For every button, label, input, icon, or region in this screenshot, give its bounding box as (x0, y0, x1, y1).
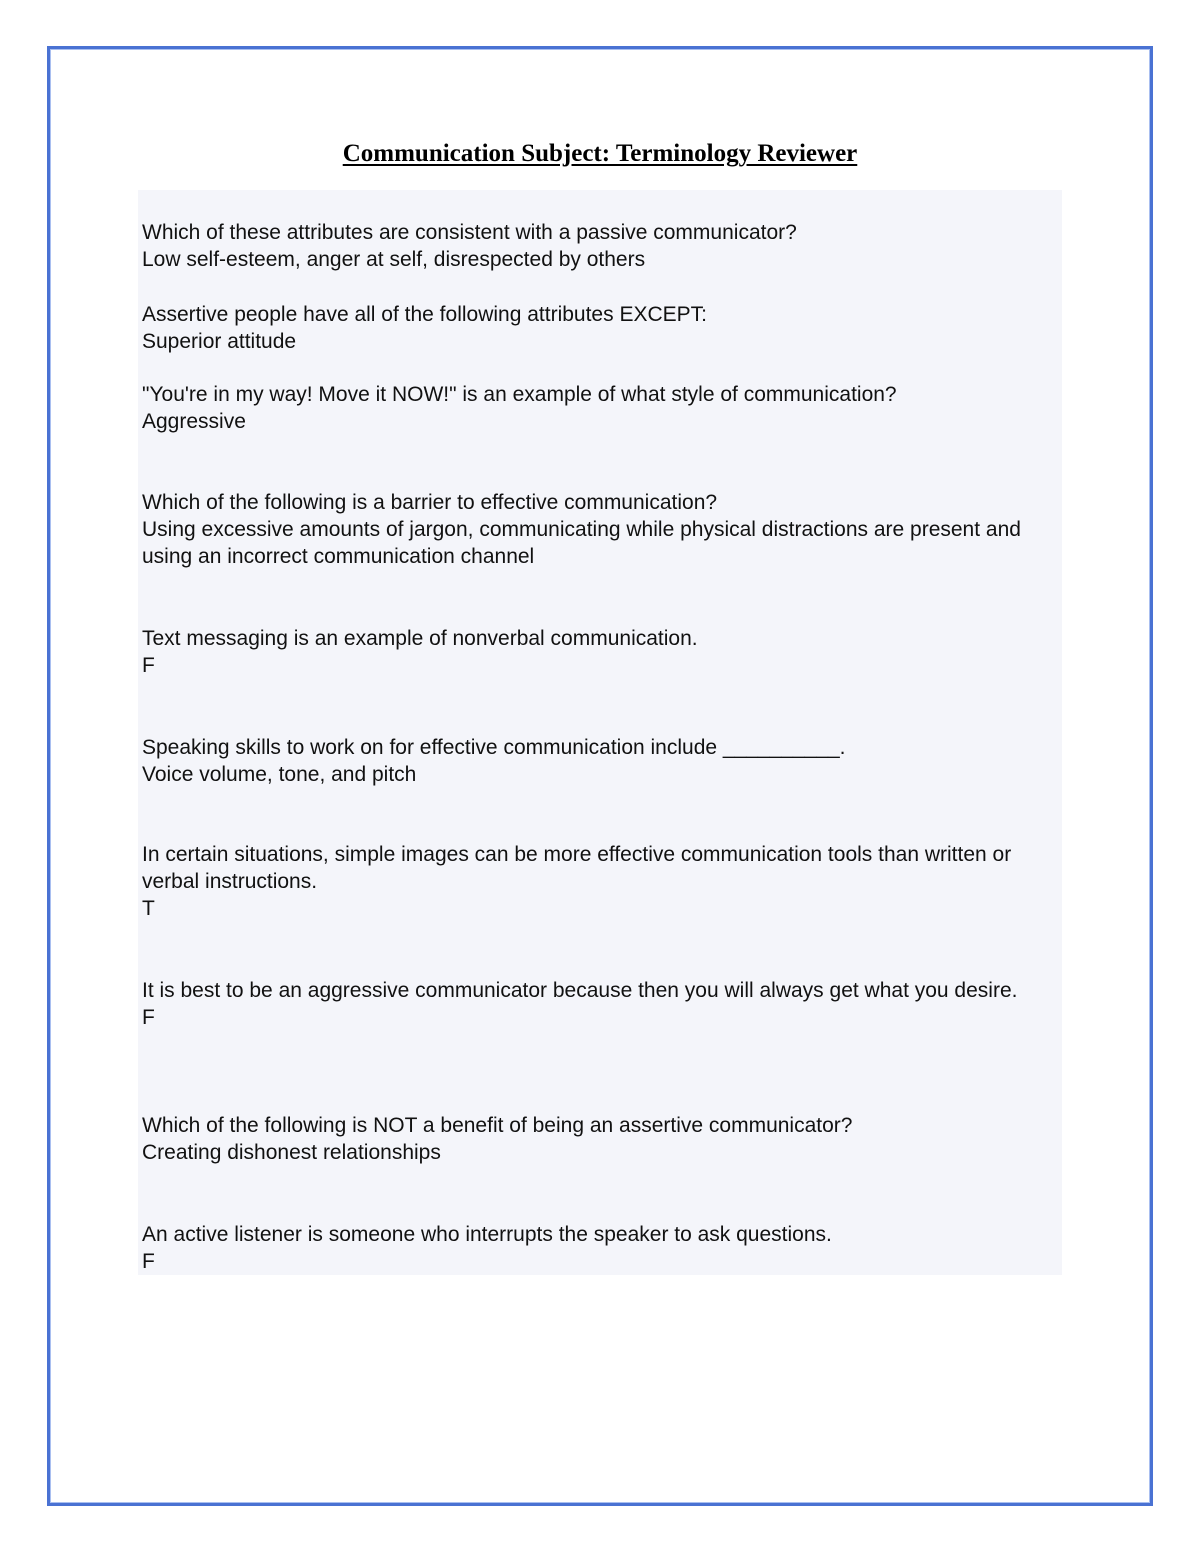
qa-item (142, 489, 1052, 570)
qa-item (142, 734, 1052, 788)
answer-text: Using excessive amounts of jargon, communicating while physical distractions are present and using an incorrect communication channel (142, 518, 1021, 568)
question-text: In certain situations, simple images can be more effective communication tools than written or verbal instructions. (142, 843, 1012, 893)
question-text: It is best to be an aggressive communicator because then you will always get what you desire. (142, 979, 1018, 1002)
qa-item (142, 1112, 1052, 1166)
question-text: An active listener is someone who interrupts the speaker to ask questions. (142, 1223, 832, 1246)
question-text: Text messaging is an example of nonverbal communication. (142, 627, 698, 650)
qa-item (142, 1221, 1052, 1275)
answer-text: Voice volume, tone, and pitch (142, 763, 417, 786)
answer-text: T (142, 897, 155, 920)
question-text: Which of the following is NOT a benefit of being an assertive communicator? (142, 1114, 853, 1137)
answer-text: Low self-esteem, anger at self, disrespected by others (142, 248, 646, 271)
qa-item (142, 977, 1052, 1031)
answer-text: Aggressive (142, 410, 246, 433)
answer-text: F (142, 654, 155, 677)
answer-text: F (142, 1006, 155, 1029)
qa-item (142, 381, 1052, 435)
question-text: "You're in my way! Move it NOW!" is an example of what style of communication? (142, 383, 897, 406)
answer-text: F (142, 1250, 155, 1273)
question-text: Speaking skills to work on for effective communication include __________. (142, 736, 846, 759)
question-text: Assertive people have all of the following attributes EXCEPT: (142, 303, 707, 326)
answer-text: Superior attitude (142, 330, 297, 353)
qa-item (142, 625, 1052, 679)
qa-item (142, 301, 1052, 355)
question-text: Which of these attributes are consistent with a passive communicator? (142, 221, 797, 244)
answer-text: Creating dishonest relationships (142, 1141, 441, 1164)
qa-item (142, 841, 1052, 922)
document-title: Communication Subject: Terminology Reviewer (342, 140, 858, 167)
question-text: Which of the following is a barrier to effective communication? (142, 491, 718, 514)
qa-item (142, 219, 1052, 273)
